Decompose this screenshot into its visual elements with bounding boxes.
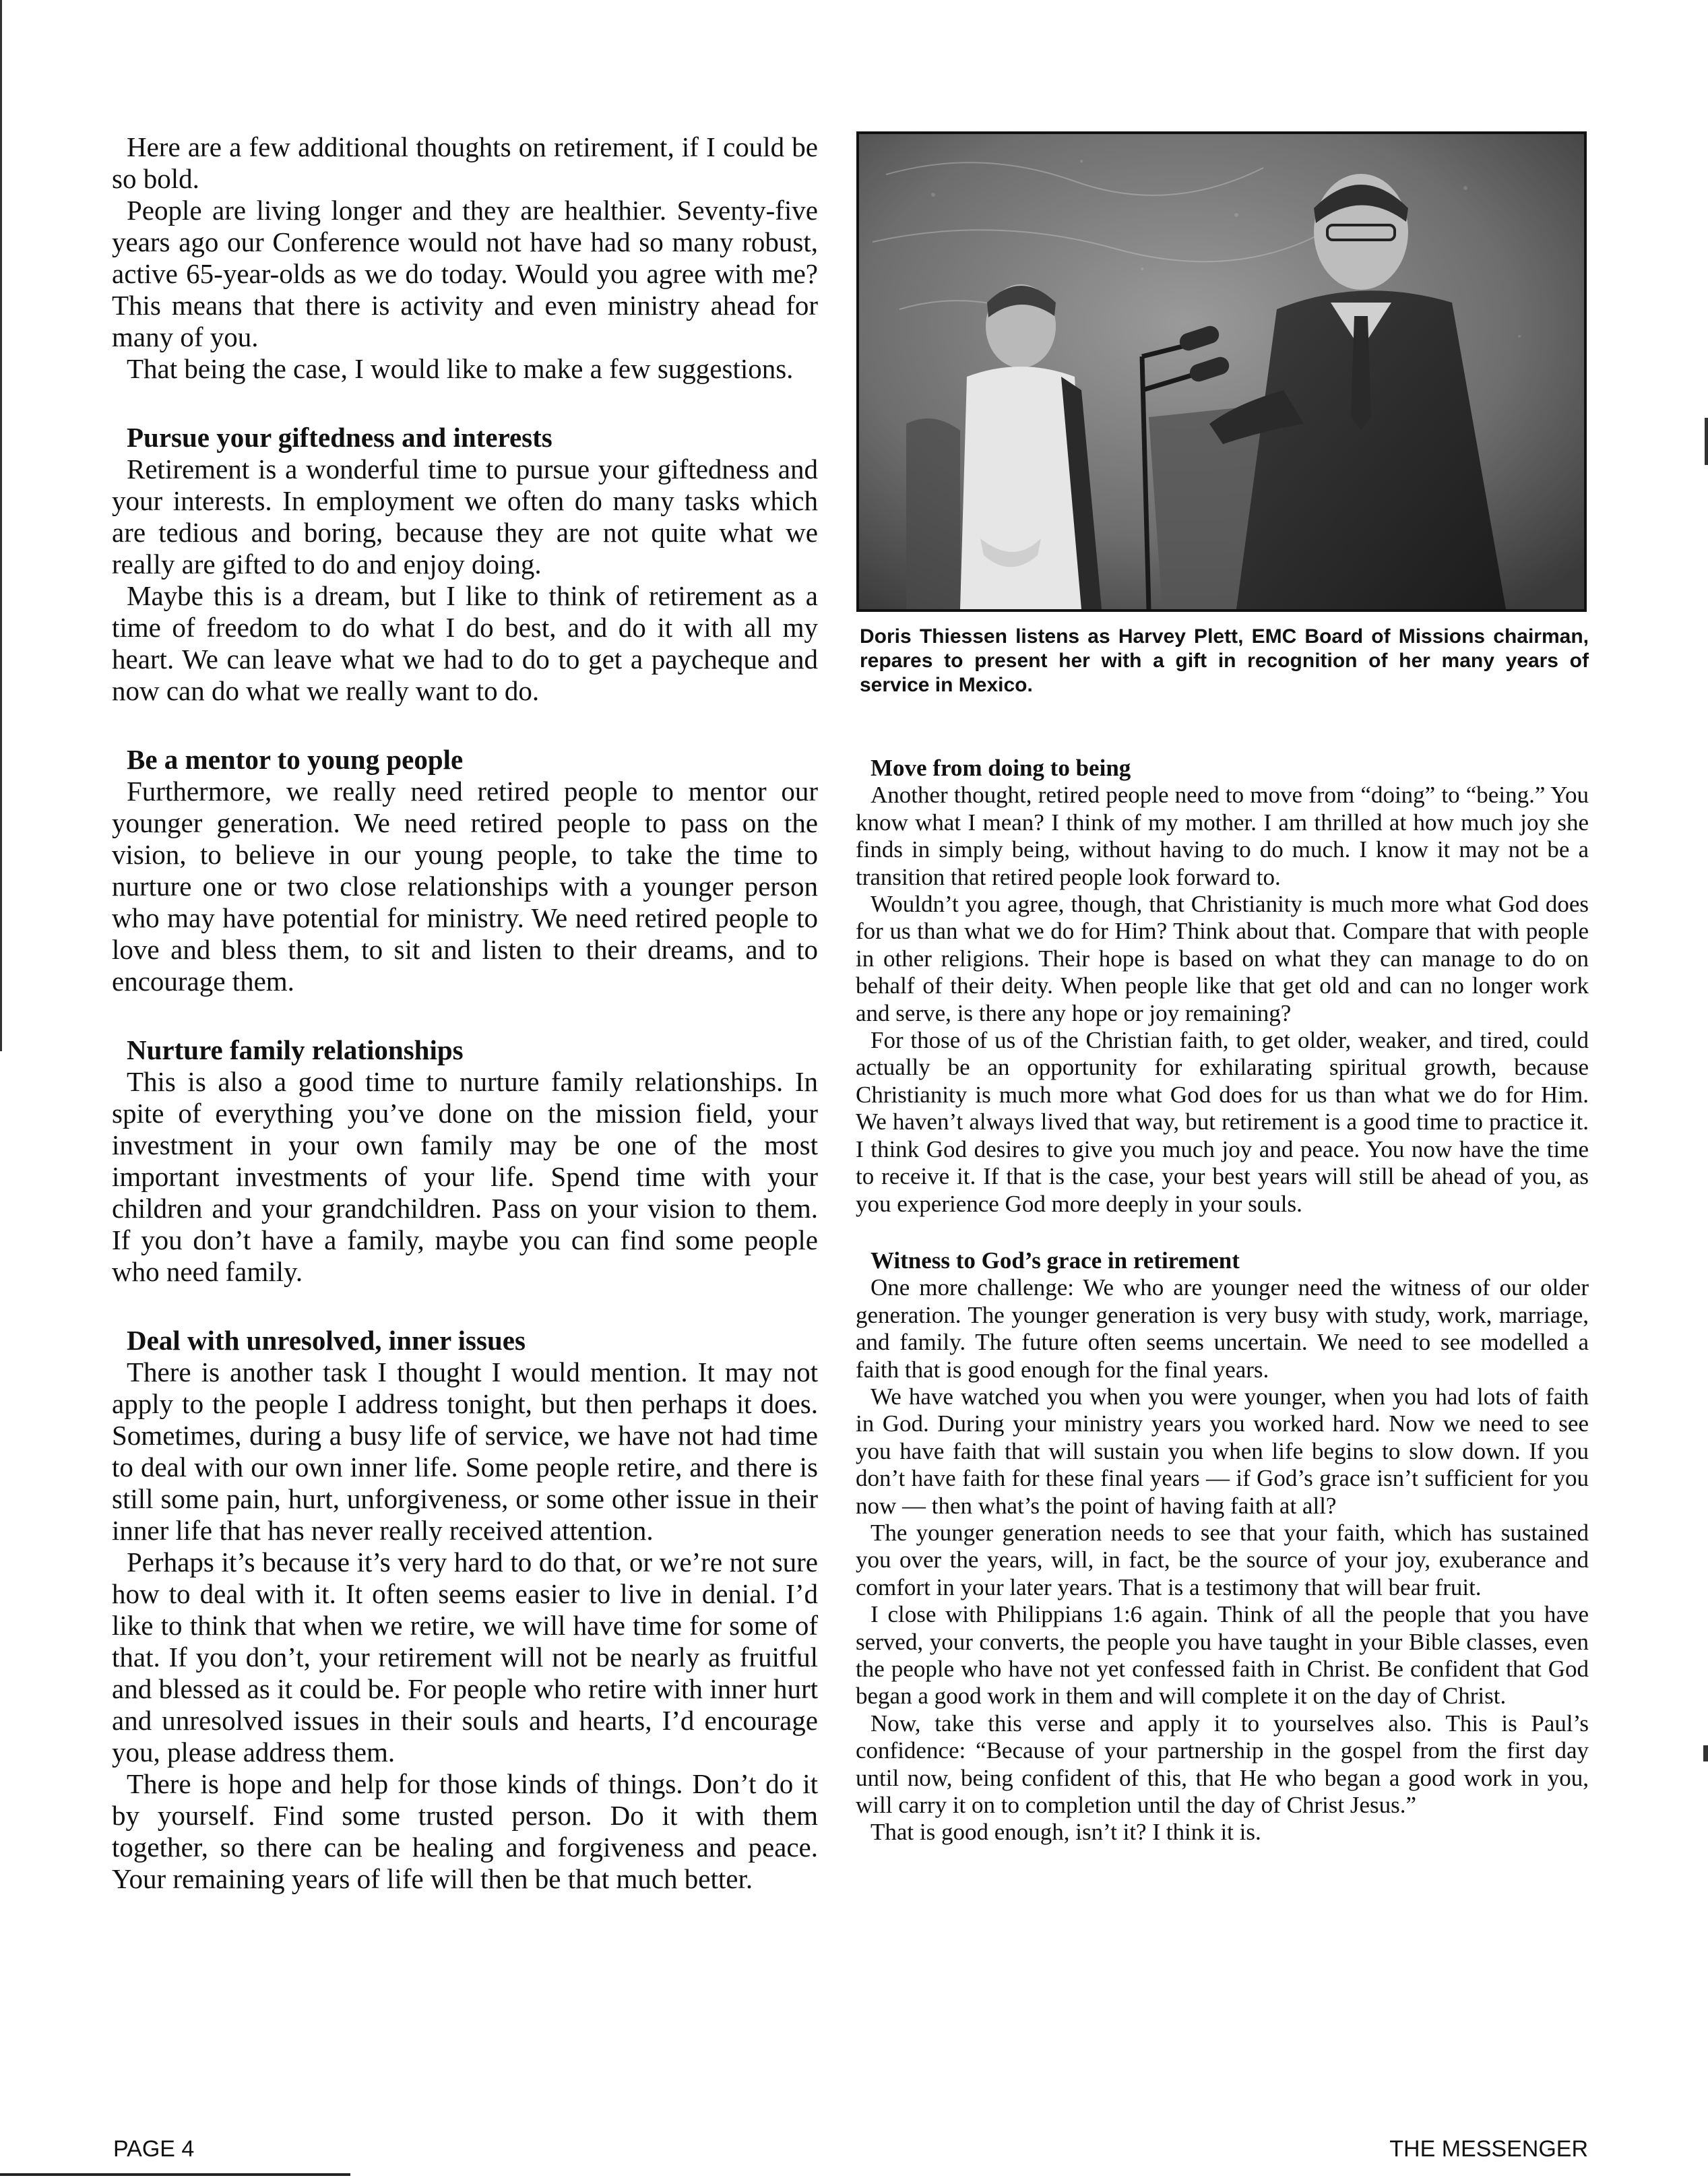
- photo-image: [859, 134, 1584, 609]
- photo-caption: Doris Thiessen listens as Harvey Plett, EMC Board of Missions chairman, repares to present her with a gift in recognition of her many years of service in Mexico.: [860, 625, 1589, 696]
- publication-name: THE MESSENGER: [1389, 2136, 1588, 2162]
- body-paragraph: Retirement is a wonderful time to pursue your giftedness and your interests. In employment we often do many tasks which are tedious and boring, because they are not quite what we really are gifted to do and enjoy doing.: [112, 454, 818, 580]
- body-paragraph: Another thought, retired people need to move from “doing” to “being.” You know what I mean? I think of my mother. I am thrilled at how much joy she finds in simply being, without having to do much. I know it may not be a transition that retired people look forward to.: [856, 782, 1589, 890]
- body-paragraph: One more challenge: We who are younger need the witness of our older generation. The younger generation is very busy with study, work, marriage, and family. The future often seems uncertain. We need to see modelled a faith that is good enough for the final years.: [856, 1274, 1589, 1383]
- scan-mark-right-lower: [1703, 1745, 1708, 1761]
- body-paragraph: Furthermore, we really need retired people to mentor our younger generation. We need retired people to pass on the vision, to believe in our young people, to take the time to nurture one or two close relationships with a younger person who may have potential for ministry. We need retired people to love and bless them, to sit and listen to their dreams, and to encourage them.: [112, 776, 818, 997]
- intro-paragraph: That being the case, I would like to make a few suggestions.: [127, 353, 794, 384]
- body-paragraph: This is also a good time to nurture family relationships. In spite of everything you’ve done on the mission field, your investment in your own family may be one of the most important investments of your life. Spend time with your children and your grandchildren. Pass on your vision to them. If you don’t have a family, maybe you can find some people who need family.: [112, 1066, 818, 1287]
- body-paragraph: I close with Philippians 1:6 again. Think of all the people that you have served, your converts, the people you have taught in your Bible classes, even the people who have not yet confessed faith in Christ. Be confident that God began a good work in them and will complete it on the day of Christ.: [856, 1601, 1589, 1710]
- body-paragraph: Perhaps it’s because it’s very hard to do that, or we’re not sure how to deal with it. It often seems easier to live in denial. I’d like to think that when we retire, we will have time for some of that. If you don’t, your retirement will not be nearly as fruitful and blessed as it could be. For people who retire with inner hurt and unresolved issues in their souls and hearts, I’d encourage you, please address them.: [112, 1547, 818, 1768]
- scan-mark-right: [1705, 418, 1708, 465]
- left-column: [112, 131, 818, 1895]
- intro-paragraph: People are living longer and they are healthier. Seventy-five years ago our Conference would not have had so many robust, active 65-year-olds as we do today. Would you agree with me? This means that there is activity and even ministry ahead for many of you.: [112, 195, 818, 352]
- body-paragraph: The younger generation needs to see that your faith, which has sustained you over the years, will, in fact, be the source of your joy, exuberance and comfort in your later years. That is a testimony that will bear fruit.: [856, 1519, 1589, 1600]
- body-paragraph: Now, take this verse and apply it to yourselves also. This is Paul’s confidence: “Because of your partnership in the gospel from the first day until now, being confident of this, that He who began a good work in you, will carry it on to completion until the day of Christ Jesus.”: [856, 1710, 1589, 1819]
- section-heading: Be a mentor to young people: [127, 744, 464, 775]
- section-heading: Witness to God’s grace in retirement: [871, 1247, 1240, 1274]
- section-heading: Deal with unresolved, inner issues: [127, 1325, 526, 1356]
- body-paragraph: Wouldn’t you agree, though, that Christianity is much more what God does for us than what we do for Him? Think about that. Compare that with people in other religions. Their hope is based on what they can manage to do on behalf of their deity. When people like that get old and can no longer work and serve, is there any hope or joy remaining?: [856, 891, 1589, 1026]
- body-paragraph: There is hope and help for those kinds of things. Don’t do it by yourself. Find some trusted person. Do it with them together, so there can be healing and forgiveness and peace. Your remaining years of life will then be that much better.: [112, 1768, 818, 1894]
- section-heading: Pursue your giftedness and interests: [127, 422, 552, 453]
- scan-edge-left: [0, 0, 2, 1051]
- scan-edge-bottom: [0, 2173, 350, 2176]
- page-number: PAGE 4: [113, 2136, 195, 2162]
- body-paragraph: That is good enough, isn’t it? I think it is.: [871, 1819, 1261, 1846]
- body-paragraph: There is another task I thought I would mention. It may not apply to the people I address tonight, but then perhaps it does. Sometimes, during a busy life of service, we have not had time to deal with our own inner life. Some people retire, and there is still some pain, hurt, unforgiveness, or some other issue in their inner life that has never really received attention.: [112, 1356, 818, 1546]
- intro-paragraph: Here are a few additional thoughts on retirement, if I could be so bold.: [112, 131, 818, 194]
- photo-doris-thiessen-harvey-plett: [856, 131, 1587, 612]
- section-heading: Nurture family relationships: [127, 1034, 464, 1065]
- body-paragraph: For those of us of the Christian faith, to get older, weaker, and tired, could actually be an opportunity for exhilarating spiritual growth, because Christianity is much more what God does for us than what we do for Him. We haven’t always lived that way, but retirement is a good time to practice it. I think God desires to give you much joy and peace. You now have the time to receive it. If that is the case, your best years will still be ahead of you, as you experience God more deeply in your souls.: [856, 1027, 1589, 1217]
- right-column: [856, 755, 1589, 1846]
- body-paragraph: We have watched you when you were younger, when you had lots of faith in God. During your ministry years you worked hard. Now we need to see you have faith that will sustain you when life begins to slow down. If you don’t have faith for these final years — if God’s grace isn’t sufficient for you now — then what’s the point of having faith at all?: [856, 1383, 1589, 1519]
- section-heading: Move from doing to being: [871, 755, 1131, 781]
- body-paragraph: Maybe this is a dream, but I like to think of retirement as a time of freedom to do what I do best, and do it with all my heart. We can leave what we had to do to get a paycheque and now can do what we really want to do.: [112, 580, 818, 706]
